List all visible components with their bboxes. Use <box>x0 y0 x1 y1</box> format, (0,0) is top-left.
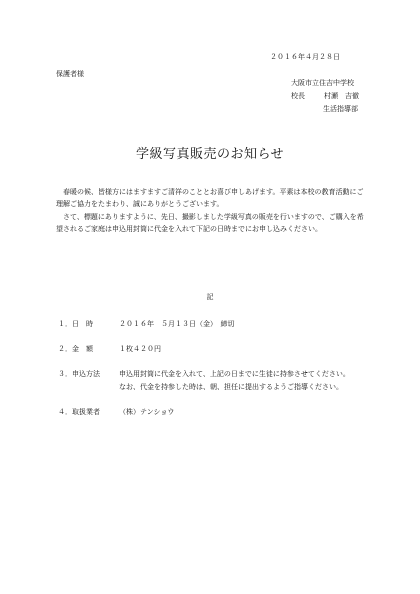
item-value-date: ２０１６年 ５月１３日（金） 締切 <box>119 320 235 328</box>
item-value-vendor: （株）テンショウ <box>119 408 175 416</box>
item-value-method: 申込用封筒に代金を入れて、上記の日までに生徒に持参させてください。 <box>119 370 350 378</box>
item-label-date: １．日 時 <box>58 320 93 328</box>
item-value-method-note: なお、代金を持参した時は、朝、担任に提出するようご指導ください。 <box>119 383 343 391</box>
item-label-price: ２．金 額 <box>58 345 93 353</box>
issue-date: ２０１６年４月２８日 <box>270 53 340 61</box>
item-label-method: ３．申込方法 <box>58 370 100 378</box>
item-label-vendor: ４．取扱業者 <box>58 408 100 416</box>
request-paragraph: さて、標題にありますように、先日、撮影しました学級写真の販売を行いますので、ご購入を希望されるご家庭は申込用封筒に代金を入れて下記の日時までにお申し込みください。 <box>56 213 364 233</box>
principal-name: 村瀬 吉徹 <box>324 92 359 100</box>
principal-title: 校長 <box>291 92 305 100</box>
item-value-price: １枚４２０円 <box>119 345 161 353</box>
recipient: 保護者様 <box>56 70 84 78</box>
note-heading: 記 <box>206 293 214 301</box>
greeting-paragraph: 春暖の候、皆様方にはますますご清祥のこととお喜び申しあげます。平素は本校の教育活動にご理解ご協力をたまわり、誠にありがとうございます。 <box>56 188 364 208</box>
school-name: 大阪市立住吉中学校 <box>291 79 354 87</box>
department: 生活指導部 <box>323 105 358 113</box>
page-title: 学級写真販売のお知らせ <box>135 147 285 162</box>
